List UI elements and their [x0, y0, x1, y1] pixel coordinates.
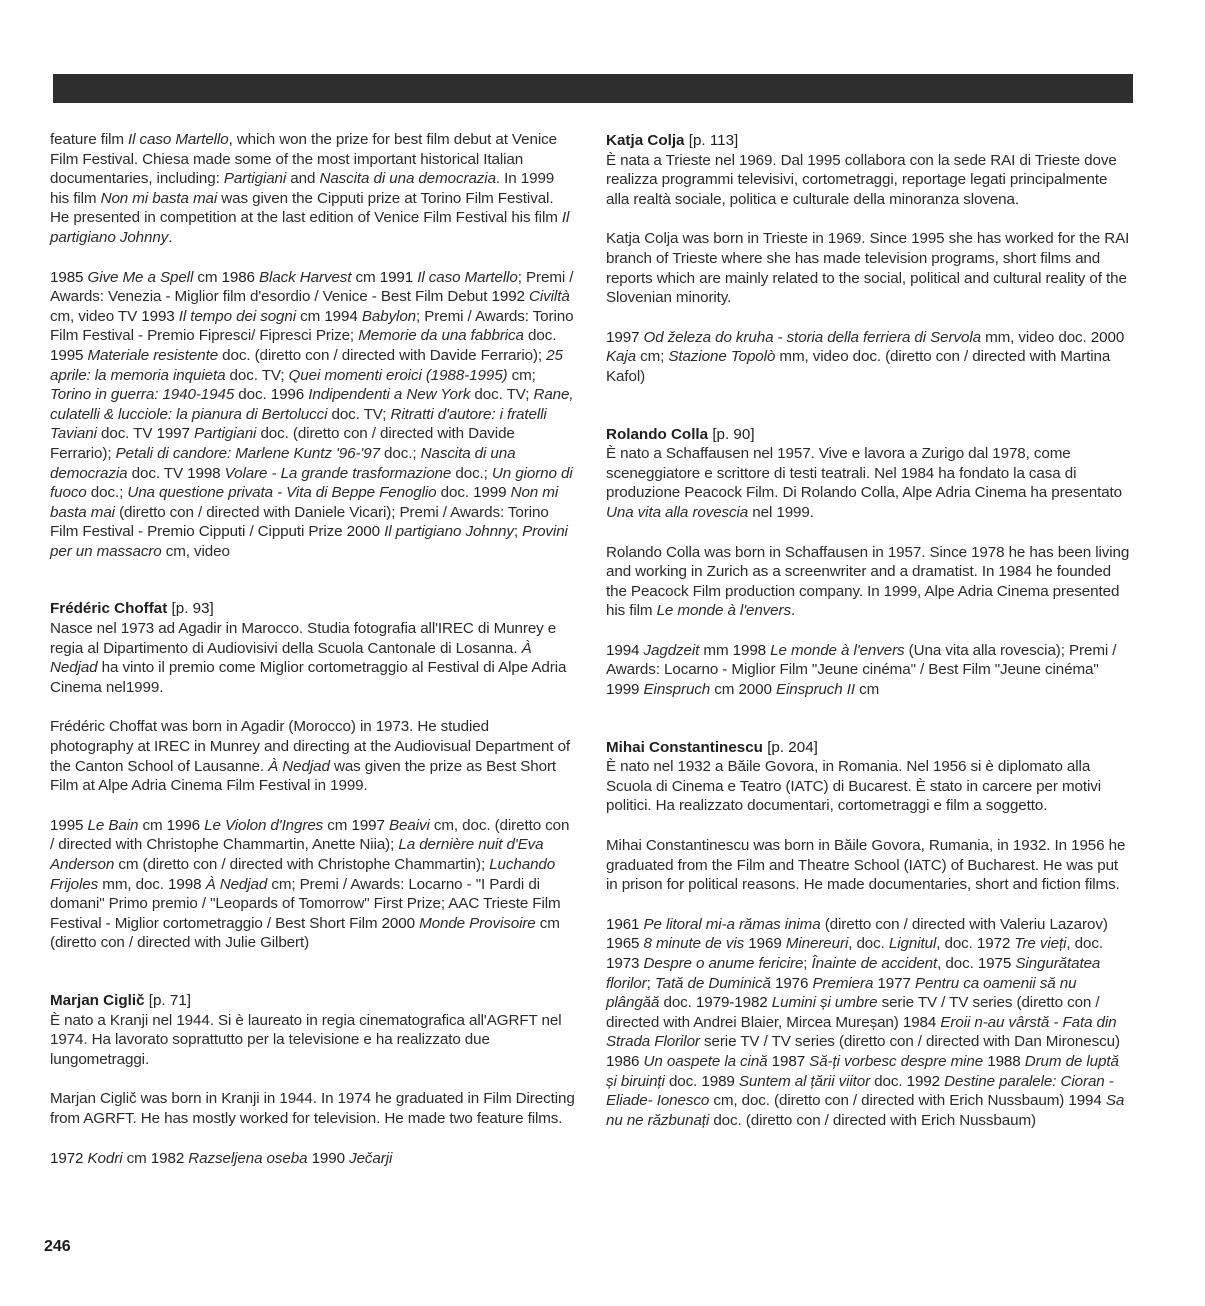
director-name: Marjan Ciglič	[50, 991, 145, 1009]
film-title: Lumini și umbre	[771, 994, 878, 1012]
page-reference: [p. 113]	[688, 132, 739, 149]
film-title: Il caso Martello	[128, 131, 229, 148]
film-year: 1990	[311, 1149, 345, 1167]
film-year: 1982	[150, 1149, 185, 1167]
film-title: Partigiani	[223, 170, 287, 188]
film-title: Black Harvest	[259, 268, 352, 286]
film-title: Torino in guerra: 1940-1945	[50, 386, 235, 404]
film-title: À Nedjad	[205, 875, 268, 893]
film-title: Tre vieți	[1014, 935, 1067, 953]
film-title: Volare - La grande trasformazione	[224, 464, 452, 482]
right-column	[606, 131, 1133, 1130]
film-title: Ječarji	[349, 1149, 393, 1167]
film-year: 1992	[906, 1072, 940, 1090]
film-title: Luchando Frijoles	[50, 856, 556, 893]
film-year: 1979-1982	[695, 994, 768, 1012]
film-year: 1972	[50, 1149, 84, 1167]
left-column	[50, 130, 575, 1168]
film-year: 1987	[771, 1052, 806, 1070]
film-year: 1997	[156, 425, 190, 443]
entry-heading	[50, 599, 575, 619]
film-year: 1991	[379, 268, 414, 286]
film-title: Beaivi	[389, 816, 430, 834]
film-title: Kodri	[87, 1149, 123, 1167]
film-year: 1992	[491, 288, 525, 306]
film-year: 1993	[141, 307, 175, 325]
film-title: Minereuri	[785, 935, 849, 953]
film-year: 1998	[732, 641, 767, 659]
film-title: Rane, culatelli & lucciole: la pianura di Bertolucci	[50, 386, 574, 423]
film-title: Indipendenti a New York	[308, 386, 471, 404]
page-reference: [p. 71]	[148, 991, 191, 1009]
film-title: Quei momenti eroici (1988-1995)	[288, 366, 508, 384]
film-year: 1994	[324, 307, 358, 325]
bio-italian: Nasce nel 1973 ad Agadir in Marocco. Studia fotografia all'IREC di Munrey e regia al Dipartimento di Audiovisivi della Scuola Cantonale di Losanna. À Nedjad ha vinto il premio come Miglior cortometraggio al Festival di Alpe Adria Cinema nel1999.	[50, 620, 567, 696]
entry-heading	[606, 738, 1133, 758]
film-title: Eroii n-au vârstă - Fata din Strada Florilor	[606, 1013, 1117, 1051]
bio-italian: È nata a Trieste nel 1969. Dal 1995 collabora con la sede RAI di Trieste dove realizza programmi televisivi, cortometraggi, reportage legati principalmente alla realtà sociale, politica e culturale della minoranza slovena.	[606, 151, 1117, 208]
filmography: 1972 Kodri cm 1982 Razseljena oseba 1990 Ječarji	[50, 1149, 393, 1167]
film-title: Le monde à l'envers	[656, 602, 791, 620]
director-name: Katja Colja	[606, 132, 685, 149]
film-year: 1999	[473, 484, 507, 502]
film-title: Give Me a Spell	[87, 268, 194, 286]
film-year: 1975	[977, 955, 1012, 972]
film-title: Memorie da una fabbrica	[358, 327, 524, 345]
film-title: Non mi basta mai	[50, 484, 559, 521]
film-title: Petali di candore: Marlene Kuntz '96-'97	[115, 444, 380, 462]
page-number: 246	[44, 1238, 71, 1255]
film-year: 1969	[748, 935, 782, 953]
film-title: Sa nu ne răzbunați	[606, 1092, 1125, 1129]
film-title: Babylon	[361, 307, 417, 325]
film-title: Le Bain	[87, 816, 139, 834]
film-year: 1976	[774, 974, 809, 992]
film-title: Provini per un massacro	[50, 523, 568, 560]
film-title: Un oaspete la cină	[643, 1052, 768, 1070]
film-title: Civiltà	[529, 288, 570, 306]
film-title: Razseljena oseba	[188, 1149, 308, 1167]
film-title: Il tempo dei sogni	[178, 307, 297, 325]
filmography: 1997 Od železa do kruha - storia della ferriera di Servola mm, video doc. 2000 Kaja cm; Stazione Topolò mm, video doc. (diretto con / directed with Martina Kafol)	[606, 328, 1125, 385]
film-year: 1998	[168, 875, 202, 893]
film-title: Înainte de accident	[811, 955, 938, 972]
page-reference: [p. 93]	[171, 600, 214, 618]
film-year: 1988	[987, 1052, 1021, 1070]
film-title: Le Violon d'Ingres	[204, 816, 324, 834]
film-title: Lignitul	[888, 935, 937, 953]
film-title: Destine paralele: Cioran - Eliade- Ionesco	[606, 1072, 1114, 1110]
bio-english: Katja Colja was born in Trieste in 1969. Since 1995 she has worked for the RAI branch of Trieste where she has made television programs, short films and reports which are mainly related to the social, political and cultural reality of the Slovenian minority.	[606, 230, 1130, 307]
film-title: À Nedjad	[268, 757, 330, 775]
film-year: 2000	[738, 681, 772, 699]
film-year: 1986	[221, 268, 255, 286]
film-year: 1997	[606, 328, 640, 346]
film-title: Stazione Topolò	[668, 348, 776, 366]
film-year: 1977	[877, 974, 911, 992]
film-title: Il caso Martello	[417, 268, 518, 286]
chiesa-bio-end: feature film Il caso Martello, which won the prize for best film debut at Venice Film Festival. Chiesa made some of the most important historical Italian documentaries, including: Partigiani and Nascita di una democrazia. In 1999 his film Non mi basta mai was given the Cipputi prize at Torino Film Festival. He presented in competition at the last edition of Venice Film Festival his film Il partigiano Johnny.	[50, 131, 570, 246]
film-year: 1994	[1068, 1092, 1102, 1110]
film-title: Il partigiano Johnny	[384, 523, 514, 541]
film-year: 2000	[1090, 328, 1125, 346]
film-year: 1985	[50, 268, 84, 286]
film-title: À Nedjad	[50, 639, 532, 677]
film-title: Materiale resistente	[87, 346, 219, 364]
film-title: Jagdzeit	[643, 641, 700, 659]
director-name: Mihai Constantinescu	[606, 738, 763, 756]
film-title: Il partigiano Johnny	[50, 209, 570, 246]
film-title: Una vita alla rovescia	[606, 503, 749, 521]
film-title: Pe litoral mi-a rămas inima	[643, 915, 821, 933]
film-title: Un giorno di fuoco	[50, 464, 573, 502]
film-title: Drum de luptă și biruinți	[606, 1052, 1119, 1090]
film-year: 2000	[346, 523, 380, 541]
chiesa-filmography: 1985 Give Me a Spell cm 1986 Black Harvest cm 1991 Il caso Martello; Premi / Awards: Venezia - Miglior film d'esordio / Venice - Best Film Debut 1992 Civiltà cm, video TV 1993 Il tempo dei sogni cm 1994 Babylon; Premi / Awards: Torino Film Festival - Premio Fipresci/ Fipresci Prize; Memorie da una fabbrica doc. 1995 Materiale resistente doc. (diretto con / directed with Davide Ferrario); 25 aprile: la memoria inquieta doc. TV; Quei momenti eroici (1988-1995) cm; Torino in guerra: 1940-1945 doc. 1996 Indipendenti a New York doc. TV; Rane, culatelli & lucciole: la pianura di Bertolucci doc. TV; Ritratti d'autore: i fratelli Taviani doc. TV 1997 Partigiani doc. (diretto con / directed with Davide Ferrario); Petali di candore: Marlene Kuntz '96-'97 doc.; Nascita di una democrazia doc. TV 1998 Volare - La grande trasformazione doc.; Un giorno di fuoco doc.; Una questione privata - Vita di Beppe Fenoglio doc. 1999 Non mi basta mai (diretto con / directed with Daniele Vicari); Premi / Awards: Torino Film Festival - Premio Cipputi / Cipputi Prize 2000 Il partigiano Johnny; Provini per un massacro cm, video	[50, 268, 574, 560]
film-year: 1986	[606, 1052, 640, 1070]
header-bar	[53, 74, 1133, 103]
film-title: Le monde à l'envers	[770, 641, 905, 659]
entry-choffat	[50, 599, 575, 953]
entry-heading	[50, 991, 575, 1011]
film-title: Einspruch II	[775, 681, 855, 699]
entry-constantinescu	[606, 738, 1133, 1131]
film-title: Suntem al țării viitor	[738, 1072, 871, 1090]
film-title: La dernière nuit d'Eva Anderson	[50, 836, 544, 873]
director-name: Rolando Colla	[606, 425, 709, 443]
entry-colla	[606, 425, 1133, 700]
film-title: Despre o anume fericire	[643, 955, 804, 972]
film-year: 1995	[50, 816, 84, 834]
film-year: 1999	[606, 681, 640, 699]
film-title: Pentru ca oamenii să nu plângăă	[606, 974, 1077, 1012]
filmography: 1961 Pe litoral mi-a rămas inima (diretto con / directed with Valeriu Lazarov) 1965 8 minute de vis 1969 Minereuri, doc. Lignitul, doc. 1972 Tre vieți, doc. 1973 Despre o anume fericire; Înainte de accident, doc. 1975 Singurătatea florilor; Tată de Duminică 1976 Premiera 1977 Pentru ca oamenii să nu plângăă doc. 1979-1982 Lumini și umbre serie TV / TV series (diretto con / directed with Andrei Blaier, Mircea Mureșan) 1984 Eroii n-au vârstă - Fata din Strada Florilor serie TV / TV series (diretto con / directed with Dan Mironescu) 1986 Un oaspete la cină 1987 Să-ți vorbesc despre mine 1988 Drum de luptă și biruinți doc. 1989 Suntem al țării viitor doc. 1992 Destine paralele: Cioran - Eliade- Ionesco cm, doc. (diretto con / directed with Erich Nussbaum) 1994 Sa nu ne răzbunați doc. (diretto con / directed with Erich Nussbaum)	[606, 915, 1125, 1129]
film-title: Einspruch	[643, 681, 711, 699]
film-title: Să-ți vorbesc despre mine	[809, 1052, 984, 1070]
film-year: 1972	[976, 935, 1011, 953]
film-title: Nascita di una democrazia	[50, 444, 516, 482]
film-title: 8 minute de vis	[643, 935, 745, 953]
film-year: 1973	[606, 955, 640, 972]
entry-heading	[606, 131, 1133, 151]
filmography: 1994 Jagdzeit mm 1998 Le monde à l'envers (Una vita alla rovescia); Premi / Awards: Locarno - Miglior Film "Jeune cinéma" / Best Film "Jeune cinéma" 1999 Einspruch cm 2000 Einspruch II cm	[606, 641, 1117, 699]
film-year: 1996	[270, 386, 305, 404]
film-title: Singurătatea florilor	[606, 955, 1101, 992]
film-year: 2000	[381, 914, 415, 932]
bio-english: Rolando Colla was born in Schaffausen in 1957. Since 1978 he has been living and working in Zurich as a screenwriter and a dramatist. In 1984 he founded the Peacock Film production company. In 1999, Alpe Adria Cinema presented his film Le monde à l'envers.	[606, 543, 1130, 620]
film-year: 1997	[351, 816, 385, 834]
bio-italian: È nato a Schaffausen nel 1957. Vive e lavora a Zurigo dal 1978, come sceneggiatore e scrittore di testi teatrali. Nel 1984 ha fondato la casa di produzione Peacock Film. Di Rolando Colla, Alpe Adria Cinema ha presentato Una vita alla rovescia nel 1999.	[606, 445, 1123, 521]
director-name: Frédéric Choffat	[50, 600, 168, 618]
bio-english: Mihai Constantinescu was born in Băile Govora, Rumania, in 1932. In 1956 he graduated from the Film and Theatre School (IATC) of Bucharest. He was put in prison for political reasons. He made documentaries, short and fiction films.	[606, 837, 1126, 894]
film-title: Ritratti d'autore: i fratelli Taviani	[50, 405, 547, 443]
film-year: 1961	[606, 915, 640, 933]
film-title: Monde Provisoire	[419, 914, 536, 932]
page-reference: [p. 90]	[712, 425, 755, 443]
film-year: 1995	[50, 346, 84, 364]
film-title: Tată de Duminică	[654, 974, 771, 992]
film-title: Premiera	[812, 974, 874, 992]
page-reference: [p. 204]	[767, 738, 818, 756]
film-title: Partigiani	[194, 425, 257, 443]
entry-heading	[606, 425, 1133, 445]
film-title: Una questione privata - Vita di Beppe Fenoglio	[127, 484, 437, 502]
film-year: 1965	[606, 935, 640, 953]
bio-english: Marjan Ciglič was born in Kranji in 1944. In 1974 he graduated in Film Directing from AGRFT. He has mostly worked for television. He made two feature films.	[50, 1090, 575, 1127]
film-title: Od železa do kruha - storia della ferriera di Servola	[643, 328, 981, 346]
film-title: Nascita di una democrazia	[319, 170, 496, 188]
entry-ciglic	[50, 991, 575, 1168]
entry-colja	[606, 131, 1133, 387]
film-title: Kaja	[606, 348, 636, 366]
bio-english: Frédéric Choffat was born in Agadir (Morocco) in 1973. He studied photography at IREC in Munrey and directing at the Audiovisual Department of the Canton School of Lausanne. À Nedjad was given the prize as Best Short Film at Alpe Adria Cinema Film Festival in 1999.	[50, 718, 571, 795]
bio-italian: È nato nel 1932 a Băile Govora, in Romania. Nel 1956 si è diplomato alla Scuola di Cinema e Teatro (IATC) di Bucarest. È stato in carcere per motivi politici. Ha realizzato documentari, cortometraggi e film a soggetto.	[606, 758, 1102, 815]
film-title: Non mi basta mai	[100, 189, 218, 207]
bio-italian: È nato a Kranji nel 1944. Si è laureato in regia cinematografica all'AGRFT nel 1974. Ha lavorato soprattutto per la televisione e ha realizzato due lungometraggi.	[50, 1011, 562, 1068]
film-year: 1984	[902, 1013, 937, 1031]
film-year: 1998	[187, 464, 221, 482]
film-title: 25 aprile: la memoria inquieta	[50, 346, 563, 384]
film-year: 1994	[606, 641, 640, 659]
film-year: 1989	[701, 1072, 735, 1090]
film-year: 1996	[166, 816, 201, 834]
filmography: 1995 Le Bain cm 1996 Le Violon d'Ingres cm 1997 Beaivi cm, doc. (diretto con / directed with Christophe Chammartin, Anette Niia); La dernière nuit d'Eva Anderson cm (diretto con / directed with Christophe Chammartin); Luchando Frijoles mm, doc. 1998 À Nedjad cm; Premi / Awards: Locarno - "I Pardi di domani" Primo premio / "Leopards of Tomorrow" First Prize; AAC Trieste Film Festival - Miglior cortometraggio / Best Short Film 2000 Monde Provisoire cm (diretto con / directed with Julie Gilbert)	[50, 816, 570, 952]
